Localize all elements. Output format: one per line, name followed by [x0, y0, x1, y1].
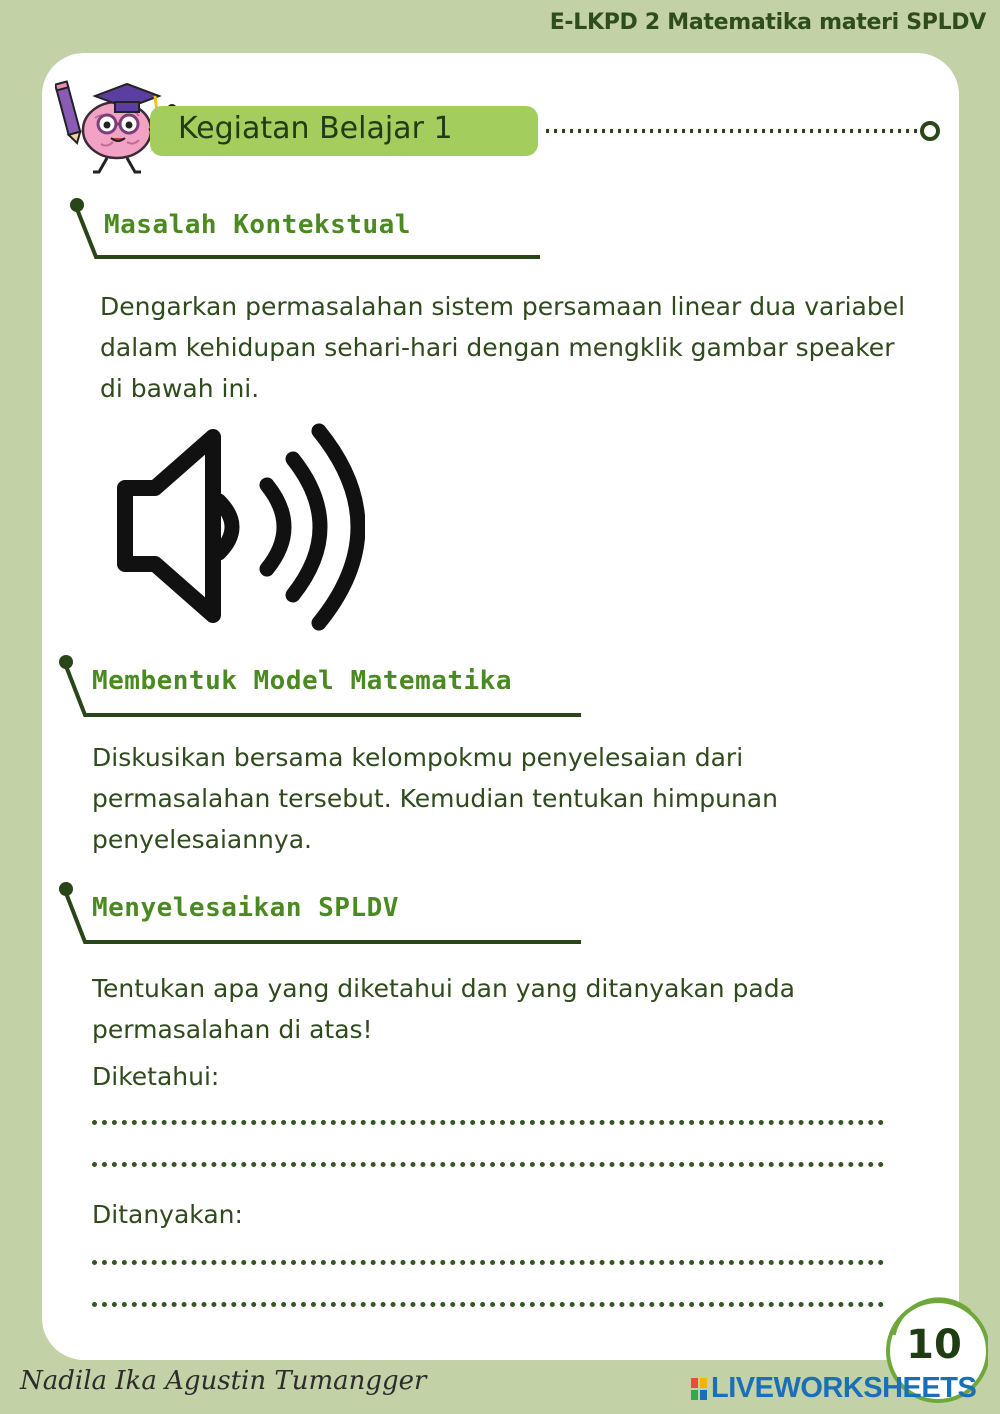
section-title-menyelesaikan-spldv: Menyelesaikan SPLDV [92, 893, 399, 923]
page-number: 10 [906, 1322, 962, 1368]
liveworksheets-brand: LIVEWORKSHEETS [711, 1372, 977, 1404]
author-signature: Nadila Ika Agustin Tumangger [20, 1366, 427, 1396]
liveworksheets-logo-icon [691, 1378, 707, 1400]
known-answer-line-1[interactable] [92, 1120, 884, 1125]
section-text-masalah-kontekstual: Dengarkan permasalahan sistem persamaan linear dua variabel dalam kehidupan sehari-hari dengan mengklik gambar speaker di bawah ini. [100, 292, 906, 403]
section-title-masalah-kontekstual: Masalah Kontekstual [104, 210, 411, 240]
section-text-menyelesaikan-spldv: Tentukan apa yang diketahui dan yang ditanyakan pada permasalahan di atas! [92, 974, 795, 1044]
dotted-connector [546, 120, 942, 142]
asked-label: Ditanyakan: [92, 1200, 243, 1229]
activity-label: Kegiatan Belajar 1 [178, 111, 453, 146]
speaker-icon[interactable] [115, 423, 365, 633]
section-title-membentuk-model: Membentuk Model Matematika [92, 666, 512, 696]
known-answer-line-2[interactable] [92, 1162, 884, 1167]
section-text-membentuk-model: Diskusikan bersama kelompokmu penyelesaian dari permasalahan tersebut. Kemudian tentukan himpunan penyelesaiannya. [92, 743, 778, 854]
asked-answer-line-1[interactable] [92, 1260, 884, 1265]
asked-answer-line-2[interactable] [92, 1302, 884, 1307]
known-label: Diketahui: [92, 1062, 220, 1091]
document-title: E-LKPD 2 Matematika materi SPLDV [549, 10, 986, 35]
